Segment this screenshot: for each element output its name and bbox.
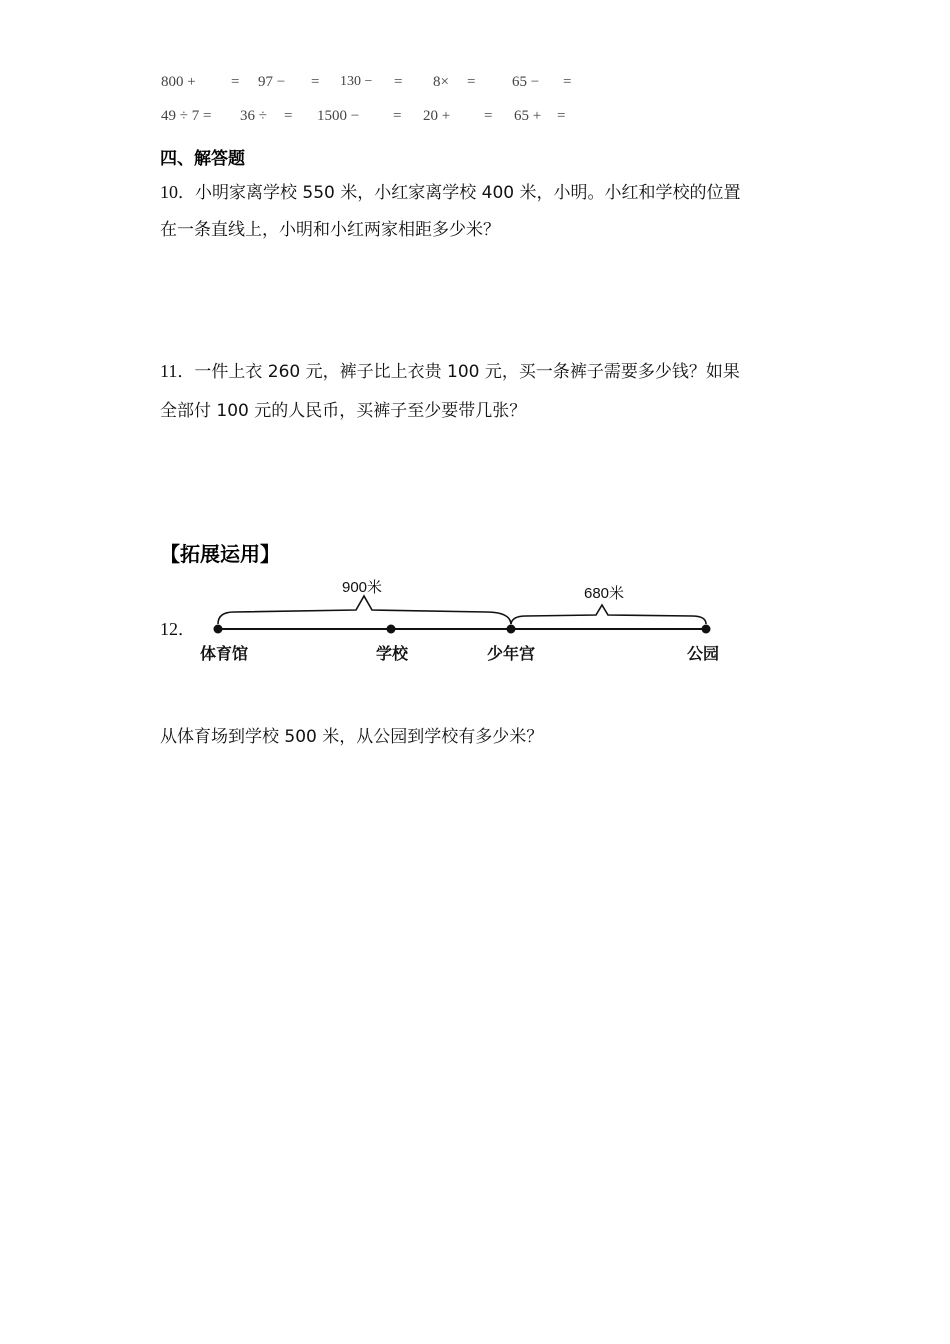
calc-item: 49 ÷ 7 =: [161, 108, 212, 124]
calc-equals: =: [394, 74, 403, 90]
question-10-line-2: 在一条直线上，小明和小红两家相距多少米？: [160, 220, 500, 240]
brace-900: [218, 596, 511, 624]
question-text: 小明家离学校 550 米，小红家离学校 400 米，小明。小红和学校的位置: [195, 183, 741, 203]
calc-item: 20 +: [423, 108, 451, 124]
label-school: 学校: [376, 644, 409, 663]
calc-equals: =: [484, 108, 493, 124]
calc-item: 800 +: [161, 74, 196, 90]
question-number: 11: [160, 361, 178, 381]
calc-equals: =: [231, 74, 240, 90]
question-number: 12: [160, 619, 178, 639]
label-park: 公园: [687, 644, 720, 663]
point-park: [702, 625, 711, 634]
point-school: [387, 625, 396, 634]
calc-item: 65 −: [512, 74, 540, 90]
extension-heading: 【拓展运用】: [160, 542, 280, 566]
distance-diagram: [190, 568, 750, 678]
point-youth-palace: [507, 625, 516, 634]
point-gym: [214, 625, 223, 634]
calc-item: 8×: [433, 74, 449, 90]
calc-equals: =: [393, 108, 402, 124]
brace-680: [511, 605, 706, 624]
question-separator: ．: [178, 620, 195, 640]
distance-label-900: 900米: [342, 579, 383, 596]
question-separator: ．: [178, 183, 195, 203]
calc-item: 65 +: [514, 108, 542, 124]
calc-item: 36 ÷: [240, 108, 267, 124]
question-10-line-1: [160, 178, 741, 203]
question-11-line-1: [160, 357, 740, 382]
question-11-line-2: 全部付 100 元的人民币，买裤子至少要带几张？: [160, 401, 527, 421]
section-heading: 四、解答题: [160, 149, 245, 169]
calc-equals: =: [284, 108, 293, 124]
calc-equals: =: [557, 108, 566, 124]
calc-equals: =: [467, 74, 476, 90]
label-gym: 体育馆: [200, 644, 249, 663]
calc-equals: =: [311, 74, 320, 90]
calc-item: 97 −: [258, 74, 286, 90]
question-number: 10: [160, 182, 178, 202]
calc-equals: =: [563, 74, 572, 90]
calc-item: 130 −: [340, 74, 373, 89]
calc-item: 1500 −: [317, 108, 360, 124]
label-youth-palace: 少年宫: [487, 644, 536, 663]
question-12-text: 从体育场到学校 500 米，从公园到学校有多少米？: [160, 727, 544, 747]
question-separator: ．: [177, 362, 195, 382]
distance-label-680: 680米: [584, 585, 625, 602]
question-text: 一件上衣 260 元，裤子比上衣贵 100 元，买一条裤子需要多少钱？如果: [194, 362, 740, 382]
